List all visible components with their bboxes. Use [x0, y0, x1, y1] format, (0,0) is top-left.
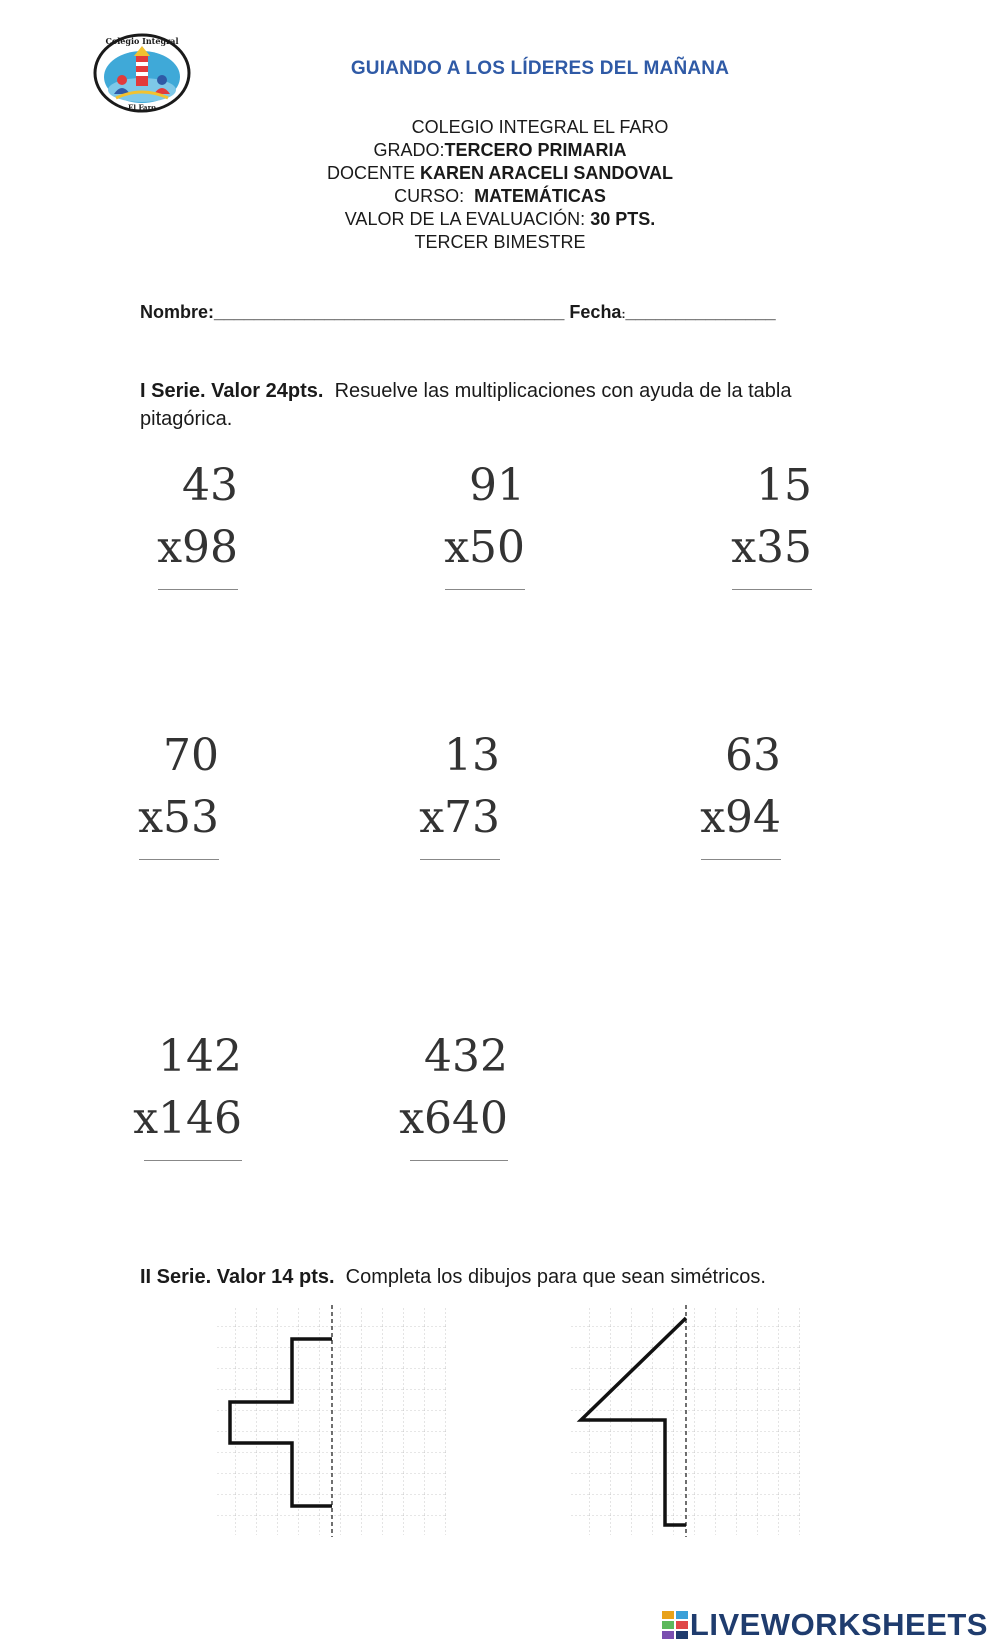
- problem-7-top: 142: [158, 1031, 242, 1082]
- name-field[interactable]: ___________________________________: [214, 302, 565, 322]
- date-label: Fecha: [569, 302, 622, 322]
- serie-2-heading: [140, 1263, 900, 1291]
- serie-2-title: II Serie. Valor 14 pts.: [140, 1266, 335, 1288]
- problem-8-answer-line[interactable]: [410, 1160, 508, 1161]
- school-logo: [92, 32, 192, 114]
- problem-5-answer-line[interactable]: [420, 859, 500, 860]
- problem-7-answer-line[interactable]: [144, 1160, 242, 1161]
- school-motto: GUIANDO A LOS LÍDERES DEL MAÑANA: [350, 58, 730, 79]
- problem-4-bottom: x53: [138, 792, 219, 843]
- logo-text-top: Colegio Integral: [105, 36, 179, 46]
- serie-2-instruction: Completa los dibujos para que sean simétricos.: [345, 1266, 766, 1288]
- student-info-line: [140, 302, 776, 323]
- problem-6-top: 63: [725, 730, 781, 781]
- problem-8-bottom: x640: [399, 1093, 508, 1144]
- problem-5: [380, 725, 500, 860]
- problem-1-top: 43: [182, 460, 238, 511]
- problem-3-top: 15: [756, 460, 812, 511]
- school-name: COLEGIO INTEGRAL EL FARO: [411, 117, 669, 137]
- problem-1-bottom: x98: [157, 522, 238, 573]
- problem-1-answer-line[interactable]: [158, 589, 238, 590]
- problem-5-top: 13: [444, 730, 500, 781]
- problem-8-top: 432: [424, 1031, 508, 1082]
- name-label: Nombre:: [140, 302, 215, 322]
- problem-3-bottom: x35: [731, 522, 812, 573]
- evaluation-value-line: [200, 208, 800, 231]
- teacher-label: DOCENTE: [326, 163, 420, 183]
- term-line: TERCER BIMESTRE: [414, 232, 586, 252]
- teacher-line: [200, 162, 800, 185]
- evaluation-value-label: VALOR DE LA EVALUACIÓN:: [344, 209, 591, 229]
- problem-3-answer-line[interactable]: [732, 589, 812, 590]
- symmetry-grid-1[interactable]: [214, 1305, 450, 1537]
- problem-7: [122, 1026, 242, 1161]
- problem-4-top: 70: [163, 730, 219, 781]
- liveworksheets-brand: [662, 1607, 988, 1643]
- course-line: [200, 185, 800, 208]
- serie-1-title: I Serie. Valor 24pts.: [140, 380, 324, 402]
- problem-2-answer-line[interactable]: [445, 589, 525, 590]
- course-value: MATEMÁTICAS: [474, 186, 606, 206]
- problem-8: [388, 1026, 508, 1161]
- logo-text-bottom: El Faro: [128, 103, 156, 112]
- problem-2: [405, 455, 525, 590]
- serie-1-heading: [140, 377, 860, 433]
- grade-line: [200, 139, 800, 162]
- problem-1: [118, 455, 238, 590]
- problem-6: [661, 725, 781, 860]
- symmetry-grid-2[interactable]: [568, 1305, 804, 1537]
- course-label: CURSO:: [394, 186, 475, 206]
- date-field[interactable]: _______________: [625, 302, 776, 322]
- problem-2-top: 91: [469, 460, 525, 511]
- evaluation-value-points: 30 PTS.: [590, 209, 656, 229]
- problem-7-bottom: x146: [133, 1093, 242, 1144]
- date-colon: :: [621, 307, 626, 321]
- grade-label: GRADO:: [373, 140, 445, 160]
- problem-3: [692, 455, 812, 590]
- problem-5-bottom: x73: [419, 792, 500, 843]
- liveworksheets-logo-icon: [662, 1611, 688, 1639]
- problem-6-answer-line[interactable]: [701, 859, 781, 860]
- problem-4-answer-line[interactable]: [139, 859, 219, 860]
- problem-6-bottom: x94: [700, 792, 781, 843]
- grade-value: TERCERO PRIMARIA: [444, 140, 627, 160]
- problem-4: [99, 725, 219, 860]
- teacher-value: KAREN ARACELI SANDOVAL: [420, 163, 674, 183]
- serie-1-instruction: Resuelve las multiplicaciones con ayuda de la tabla pitagórica.: [140, 380, 792, 430]
- problem-2-bottom: x50: [444, 522, 525, 573]
- liveworksheets-brand-text: LIVEWORKSHEETS: [689, 1607, 988, 1642]
